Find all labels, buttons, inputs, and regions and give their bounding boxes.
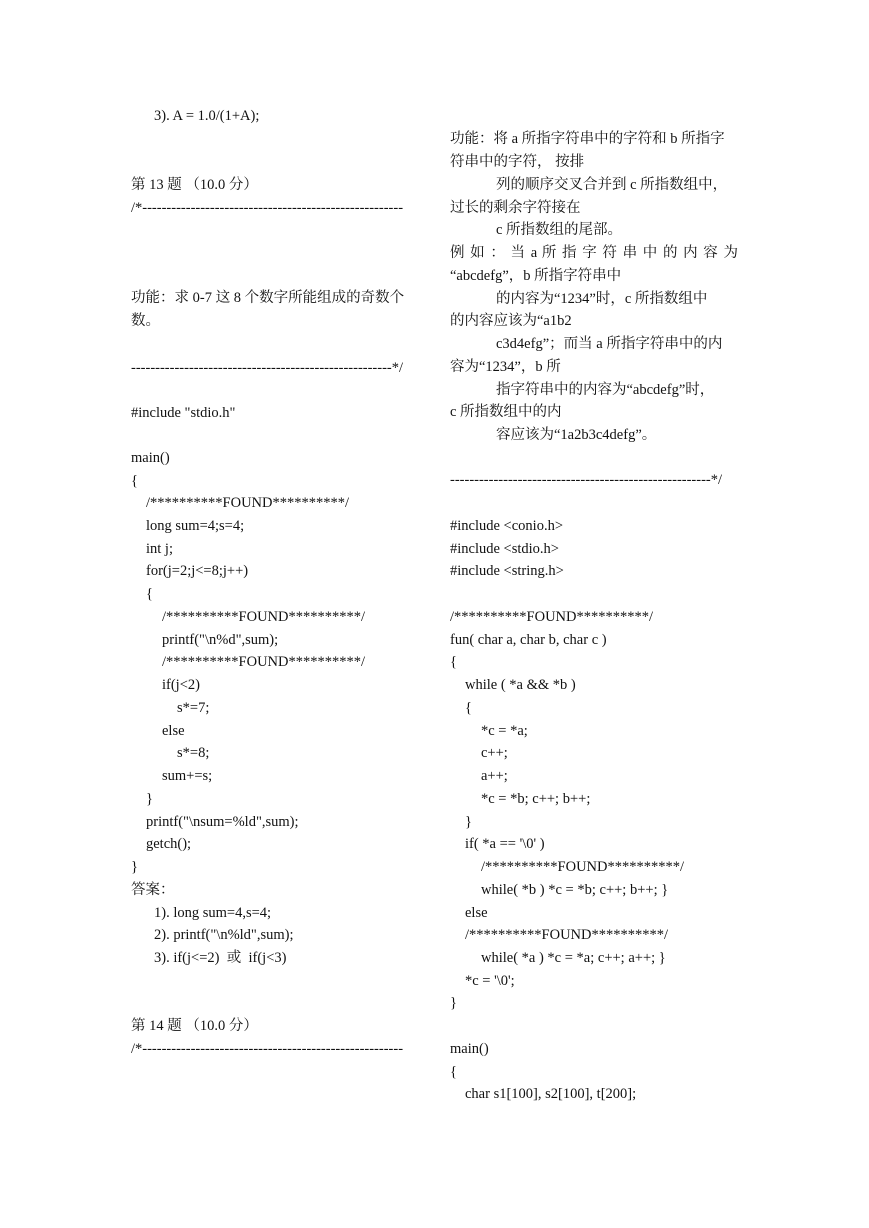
text-line: 指字符串中的内容为“abcdefg”时， — [496, 382, 715, 398]
text-line: s*=7; — [177, 700, 210, 716]
text-line: else — [162, 723, 185, 739]
text-line: fun( char a, char b, char c ) — [450, 632, 607, 648]
text-line: c++; — [481, 745, 508, 761]
text-line: } — [450, 995, 457, 1011]
text-line: 第 13 题 （10.0 分） — [131, 177, 258, 193]
text-line: /**********FOUND**********/ — [481, 859, 685, 875]
text-line: { — [450, 654, 457, 670]
text-line: 数。 — [131, 313, 160, 329]
text-line: main() — [131, 450, 170, 466]
text-line: /*------------------------------------------------------ — [131, 200, 404, 216]
text-line: /**********FOUND**********/ — [450, 609, 654, 625]
text-line: /**********FOUND**********/ — [162, 609, 366, 625]
text-line: #include <stdio.h> — [450, 541, 559, 557]
text-line: 3). A = 1.0/(1+A); — [154, 108, 260, 124]
text-line: 容为“1234”，b 所 — [450, 359, 561, 375]
text-line: #include "stdio.h" — [131, 405, 236, 421]
text-line: } — [146, 791, 153, 807]
text-line: { — [450, 1064, 457, 1080]
text-line: while ( *a && *b ) — [465, 677, 576, 693]
text-line: { — [146, 586, 153, 602]
text-line: a++; — [481, 768, 508, 784]
text-line: 过长的剩余字符接在 — [450, 200, 581, 216]
text-line: 3). if(j<=2) 或 if(j<3) — [154, 950, 287, 966]
text-line: printf("\nsum=%ld",sum); — [146, 814, 299, 830]
text-line: c 所指数组的尾部。 — [496, 222, 623, 238]
text-line: 容应该为“1a2b3c4defg”。 — [496, 427, 657, 443]
text-line: } — [465, 814, 472, 830]
text-line: c3d4efg”；而当 a 所指字符串中的内 — [496, 336, 723, 352]
text-line: #include <conio.h> — [450, 518, 563, 534]
text-line: { — [131, 473, 138, 489]
text-line: /**********FOUND**********/ — [465, 927, 669, 943]
text-line: *c = '\0'; — [465, 973, 515, 989]
text-line: 答案： — [131, 882, 175, 898]
text-line: if(j<2) — [162, 677, 200, 693]
text-line: 列的顺序交叉合并到 c 所指数组中， — [496, 177, 728, 193]
text-line: { — [465, 700, 472, 716]
text-line: 功能：求 0-7 这 8 个数字所能组成的奇数个 — [131, 290, 405, 306]
text-line: 符串中的字符， 按排 — [450, 154, 585, 170]
text-line: main() — [450, 1041, 489, 1057]
text-line: printf("\n%d",sum); — [162, 632, 279, 648]
text-line: else — [465, 905, 488, 921]
text-line: while( *a ) *c = *a; c++; a++; } — [481, 950, 666, 966]
text-line: if( *a == '\0' ) — [465, 836, 545, 852]
text-line: ------------------------------------------------------*/ — [131, 360, 404, 376]
text-line: 的内容为“1234”时，c 所指数组中 — [496, 291, 708, 307]
text-line: /*------------------------------------------------------ — [131, 1041, 404, 1057]
text-line: int j; — [146, 541, 173, 557]
text-line: char s1[100], s2[100], t[200]; — [465, 1086, 637, 1102]
text-line: 第 14 题 （10.0 分） — [131, 1018, 258, 1034]
text-line: while( *b ) *c = *b; c++; b++; } — [481, 882, 669, 898]
text-line: ------------------------------------------------------*/ — [450, 472, 723, 488]
text-line: 1). long sum=4,s=4; — [154, 905, 272, 921]
text-line: *c = *a; — [481, 723, 528, 739]
text-line: c 所指数组中的内 — [450, 404, 562, 420]
text-line: /**********FOUND**********/ — [146, 495, 350, 511]
text-line: 2). printf("\n%ld",sum); — [154, 927, 294, 943]
text-line: getch(); — [146, 836, 192, 852]
text-line: 功能：将 a 所指字符串中的字符和 b 所指字 — [450, 131, 725, 147]
text-line: for(j=2;j<=8;j++) — [146, 563, 249, 579]
text-line: long sum=4;s=4; — [146, 518, 245, 534]
text-line: /**********FOUND**********/ — [162, 654, 366, 670]
text-line: “abcdefg”，b 所指字符串中 — [450, 268, 622, 284]
text-line: #include <string.h> — [450, 563, 564, 579]
text-line: 例 如 ： 当 a 所 指 字 符 串 中 的 内 容 为 — [450, 245, 738, 261]
text-line: sum+=s; — [162, 768, 213, 784]
text-line: } — [131, 859, 138, 875]
text-line: 的内容应该为“a1b2 — [450, 313, 572, 329]
text-line: s*=8; — [177, 745, 210, 761]
text-line: *c = *b; c++; b++; — [481, 791, 591, 807]
